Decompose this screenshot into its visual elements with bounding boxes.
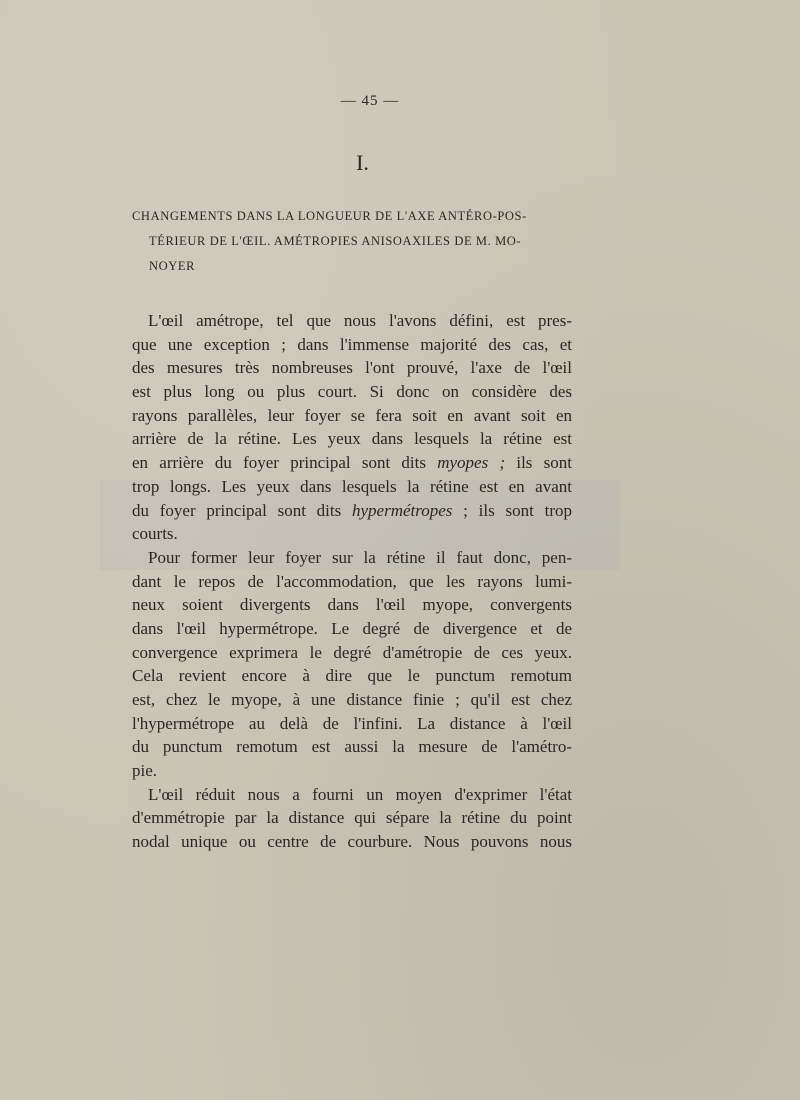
text-line: L'œil amétrope, tel que nous l'avons défini, est pres- [148,311,572,330]
text-line: que une exception ; dans l'immense majorité des cas, et [132,334,572,354]
text-line: l'hypermétrope au delà de l'infini. La distance à l'œil [132,713,572,733]
text-line: d'emmétropie par la distance qui sépare la rétine du point [132,808,572,828]
section-number: I. [356,150,369,175]
text-line [132,451,572,475]
text-line: trop longs. Les yeux dans lesquels la rétine est en avant [132,476,572,496]
text-segment: ; ils sont trop [452,500,572,520]
text-line: neux soient divergents dans l'œil myope, convergents [132,595,572,615]
text-segment: du foyer principal sont dits [132,500,353,520]
text-line: dant le repos de l'accommodation, que les rayons lumi- [132,571,572,591]
text-line: pie. [132,761,158,781]
page-number: — 45 — [340,93,400,109]
text-line: Cela revient encore à dire que le punctum remotum [132,666,572,686]
text-line: courts. [132,524,178,544]
italic-term: myopes ; [437,453,506,473]
text-line: nodal unique ou centre de courbure. Nous pouvons nous [132,832,572,852]
text-line: arrière de la rétine. Les yeux dans lesquels la rétine est [132,429,572,449]
text-line: convergence exprimera le degré d'amétropie de ces yeux. [132,642,572,662]
text-line: du punctum remotum est aussi la mesure de l'amétro- [132,737,572,757]
text-line: L'œil réduit nous a fourni un moyen d'exprimer l'état [148,784,572,804]
text-line: est, chez le myope, à une distance finie ; qu'il est chez [132,690,572,709]
text-line: dans l'œil hypermétrope. Le degré de divergence et de [132,618,572,638]
section-title-line: NOYER [149,259,196,273]
text-line: des mesures très nombreuses l'ont prouvé, l'axe de l'œil [132,358,572,378]
section-title-line: TÉRIEUR DE L'ŒIL. AMÉTROPIES ANISOAXILES DE M. MO- [149,234,522,248]
text-segment: en arrière du foyer principal sont dits [132,453,438,473]
section-title-line: CHANGEMENTS DANS LA LONGUEUR DE L'AXE ANTÉRO-POS- [132,209,527,223]
text-line [132,499,572,523]
body-text [132,309,572,854]
text-segment: ils sont [505,453,572,473]
text-line: est plus long ou plus court. Si donc on considère des [132,382,572,402]
text-line: Pour former leur foyer sur la rétine il faut donc, pen- [148,547,572,567]
text-line: rayons parallèles, leur foyer se fera soit en avant soit en [132,405,572,425]
section-title [132,204,580,279]
italic-term: hypermétropes [352,500,453,520]
